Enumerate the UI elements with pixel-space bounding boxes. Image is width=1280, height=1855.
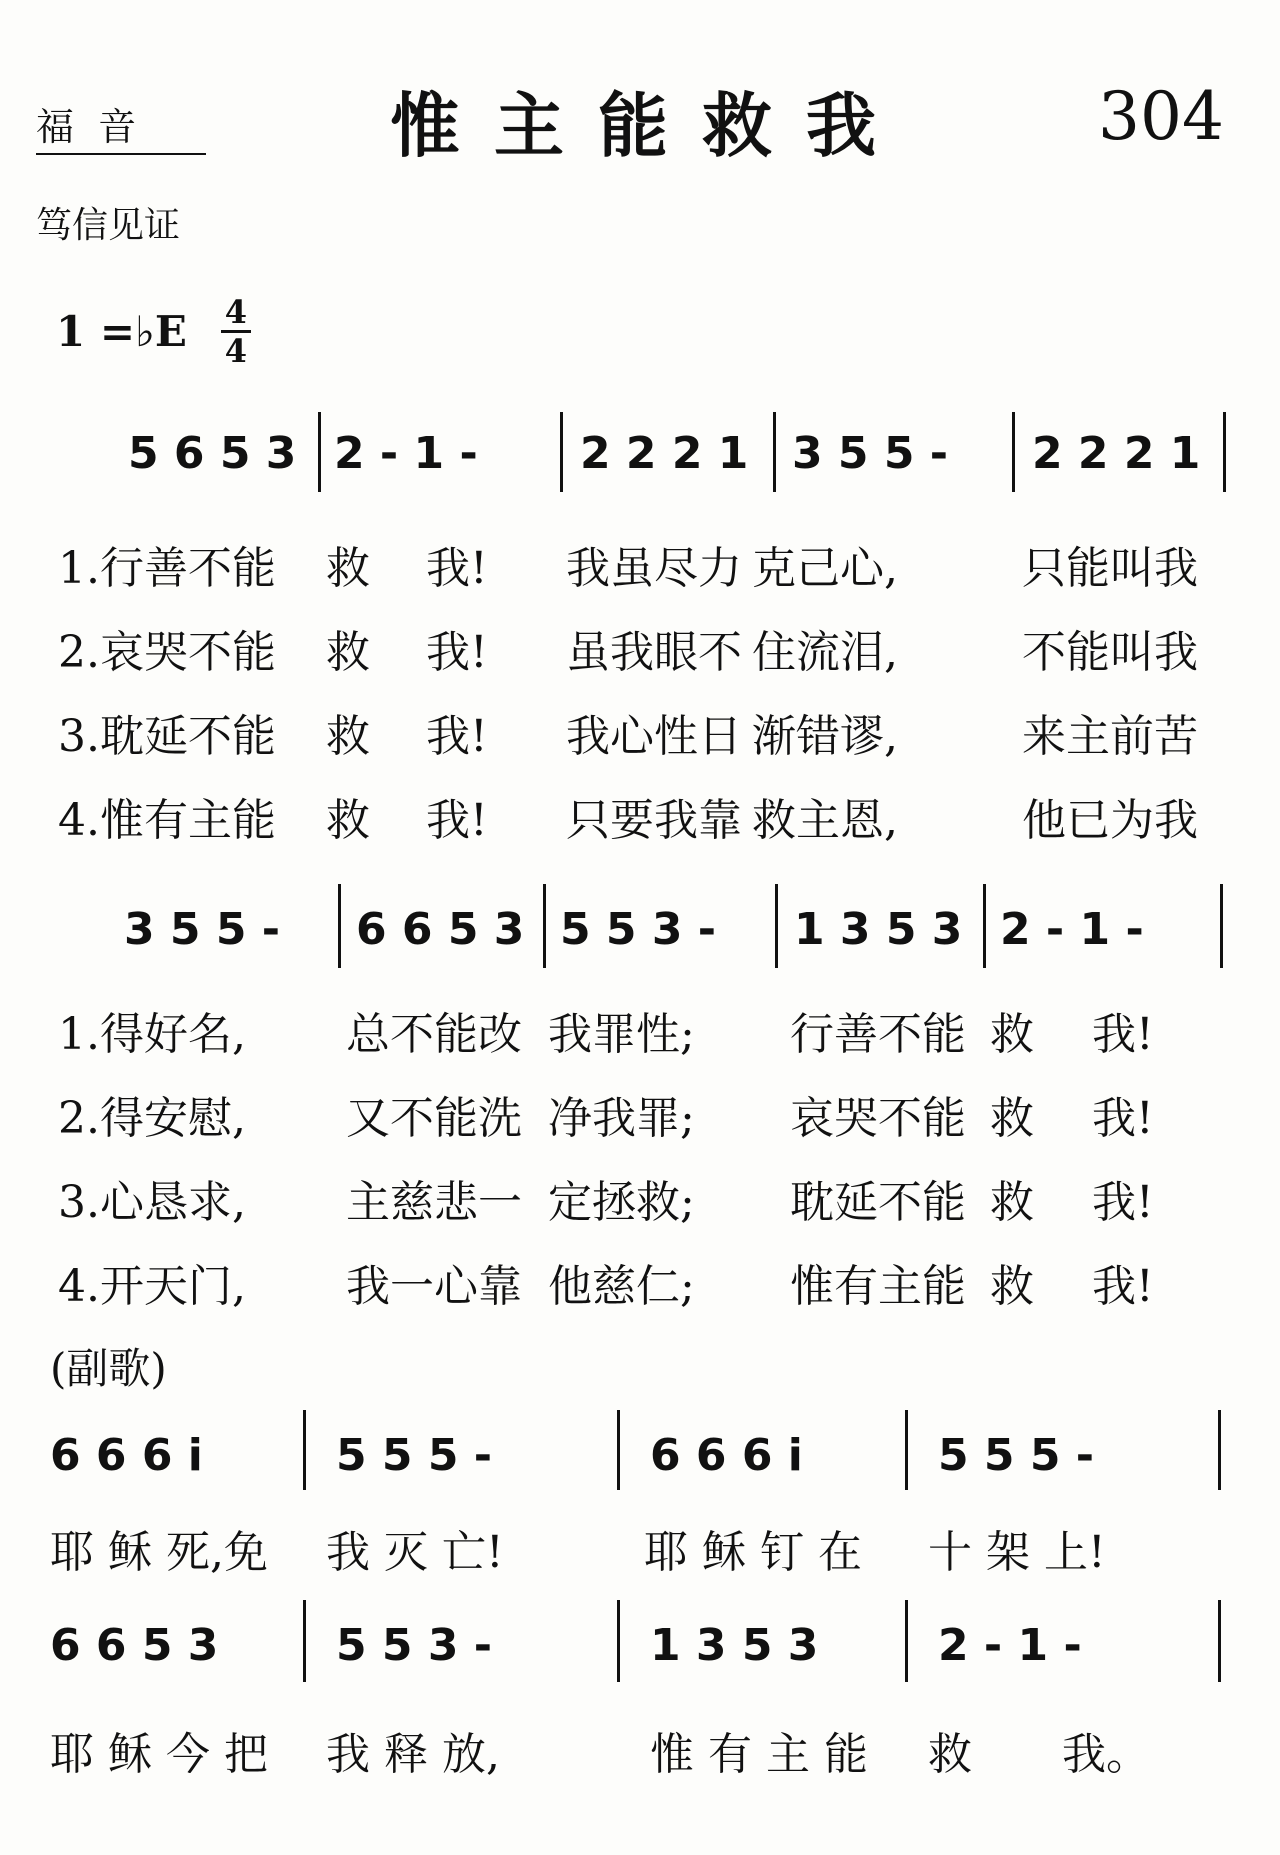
s2-v2-d: 哀哭不能 <box>790 1093 966 1144</box>
barline <box>617 1600 620 1682</box>
s1-measure-4: 3 5 5 - <box>792 428 949 479</box>
r1-lyric-3: 耶 稣 钉 在 <box>644 1527 862 1578</box>
barline <box>983 884 986 968</box>
s1-v2-d: 虽我眼不 <box>566 627 742 678</box>
r1-lyric-1: 耶 稣 死,免 <box>50 1527 268 1578</box>
s2-v4-f: 我! <box>1092 1261 1154 1312</box>
s2-v1-a: 1.得好名, <box>58 1009 246 1060</box>
s2-v4-d: 惟有主能 <box>790 1261 966 1312</box>
key-text: 1 =♭E <box>56 307 187 356</box>
s1-v3-d: 我心性日 <box>566 711 742 762</box>
barline <box>1218 1600 1221 1682</box>
barline <box>1012 412 1015 492</box>
barline <box>303 1410 306 1490</box>
s2-measure-1: 3 5 5 - <box>124 904 281 955</box>
s1-v2-f: 不能叫我 <box>1022 627 1198 678</box>
r1-measure-2: 5 5 5 - <box>336 1430 493 1481</box>
barline <box>775 884 778 968</box>
s2-v3-d: 耽延不能 <box>790 1177 966 1228</box>
s1-v2-c: 我! <box>426 627 488 678</box>
s1-v3-b: 救 <box>326 711 370 762</box>
s2-v4-b: 我一心靠 <box>346 1261 522 1312</box>
r2-lyric-2: 我 释 放, <box>326 1729 500 1780</box>
s2-v2-a: 2.得安慰, <box>58 1093 246 1144</box>
s1-v1-e: 克己心, <box>752 543 898 594</box>
s2-v2-f: 我! <box>1092 1093 1154 1144</box>
s2-measure-4: 1 3 5 3 <box>794 904 963 955</box>
s1-v4-c: 我! <box>426 795 488 846</box>
barline <box>773 412 776 492</box>
s2-v1-b: 总不能改 <box>346 1009 522 1060</box>
barline <box>617 1410 620 1490</box>
s1-v3-c: 我! <box>426 711 488 762</box>
s1-measure-2: 2 - 1 - <box>334 428 478 479</box>
r2-lyric-4: 救 <box>928 1729 972 1780</box>
r2-measure-4: 2 - 1 - <box>938 1620 1082 1671</box>
barline <box>318 412 321 492</box>
hymn-title: 惟主能救我 <box>390 85 910 167</box>
s2-measure-3: 5 5 3 - <box>560 904 717 955</box>
s1-v2-b: 救 <box>326 627 370 678</box>
s2-v3-c: 定拯救; <box>548 1177 695 1228</box>
s1-measure-5: 2 2 2 1 <box>1032 428 1201 479</box>
s1-measure-3: 2 2 2 1 <box>580 428 749 479</box>
barline <box>303 1600 306 1682</box>
barline <box>1220 884 1223 968</box>
barline <box>1223 412 1226 492</box>
s2-v4-a: 4.开天门, <box>58 1261 246 1312</box>
s1-v1-b: 救 <box>326 543 370 594</box>
refrain-label: (副歌) <box>50 1344 167 1393</box>
s1-v1-a: 1.行善不能 <box>58 543 276 594</box>
key-signature <box>56 293 251 370</box>
s2-v1-c: 我罪性; <box>548 1009 695 1060</box>
r1-measure-4: 5 5 5 - <box>938 1430 1095 1481</box>
barline <box>1218 1410 1221 1490</box>
s1-measure-1: 5 6 5 3 <box>128 428 297 479</box>
s2-v3-f: 我! <box>1092 1177 1154 1228</box>
s1-v3-f: 来主前苦 <box>1022 711 1198 762</box>
s1-v4-a: 4.惟有主能 <box>58 795 276 846</box>
s1-v4-e: 救主恩, <box>752 795 898 846</box>
barline <box>905 1600 908 1682</box>
r1-lyric-4: 十 架 上! <box>928 1527 1106 1578</box>
time-bottom: 4 <box>224 332 247 370</box>
s1-v2-a: 2.哀哭不能 <box>58 627 276 678</box>
barline <box>560 412 563 492</box>
r2-measure-2: 5 5 3 - <box>336 1620 493 1671</box>
r2-lyric-3: 惟 有 主 能 <box>650 1729 868 1780</box>
s1-v4-f: 他已为我 <box>1022 795 1198 846</box>
subcategory-label: 笃信见证 <box>36 205 181 246</box>
r1-measure-1: 6 6 6 i <box>50 1430 203 1481</box>
category-block <box>36 58 206 267</box>
barline <box>543 884 546 968</box>
s2-v2-c: 净我罪; <box>548 1093 695 1144</box>
s1-v4-d: 只要我靠 <box>566 795 742 846</box>
barline <box>338 884 341 968</box>
s2-v1-e: 救 <box>990 1009 1034 1060</box>
s2-v2-b: 又不能洗 <box>346 1093 522 1144</box>
s2-v1-d: 行善不能 <box>790 1009 966 1060</box>
s2-v4-e: 救 <box>990 1261 1034 1312</box>
s2-v2-e: 救 <box>990 1093 1034 1144</box>
category-line1: 福 音 <box>36 105 137 149</box>
barline <box>905 1410 908 1490</box>
r2-measure-1: 6 6 5 3 <box>50 1620 219 1671</box>
s2-measure-2: 6 6 5 3 <box>356 904 525 955</box>
s1-v2-e: 住流泪, <box>752 627 898 678</box>
r1-measure-3: 6 6 6 i <box>650 1430 803 1481</box>
s1-v3-a: 3.耽延不能 <box>58 711 276 762</box>
s1-v3-e: 渐错谬, <box>752 711 898 762</box>
s2-v1-f: 我! <box>1092 1009 1154 1060</box>
time-top: 4 <box>224 293 247 331</box>
s2-v3-e: 救 <box>990 1177 1034 1228</box>
s2-v4-c: 他慈仁; <box>548 1261 695 1312</box>
hymn-number: 304 <box>1098 78 1224 155</box>
category-label <box>36 96 206 155</box>
s1-v1-f: 只能叫我 <box>1022 543 1198 594</box>
s1-v4-b: 救 <box>326 795 370 846</box>
s1-v1-d: 我虽尽力 <box>566 543 742 594</box>
r2-measure-3: 1 3 5 3 <box>650 1620 819 1671</box>
s1-v1-c: 我! <box>426 543 488 594</box>
s2-measure-5: 2 - 1 - <box>1000 904 1144 955</box>
s2-v3-a: 3.心恳求, <box>58 1177 246 1228</box>
s2-v3-b: 主慈悲一 <box>346 1177 522 1228</box>
r1-lyric-2: 我 灭 亡! <box>326 1527 504 1578</box>
r2-lyric-1: 耶 稣 今 把 <box>50 1729 268 1780</box>
time-signature <box>221 293 251 370</box>
r2-lyric-5: 我。 <box>1062 1729 1150 1780</box>
